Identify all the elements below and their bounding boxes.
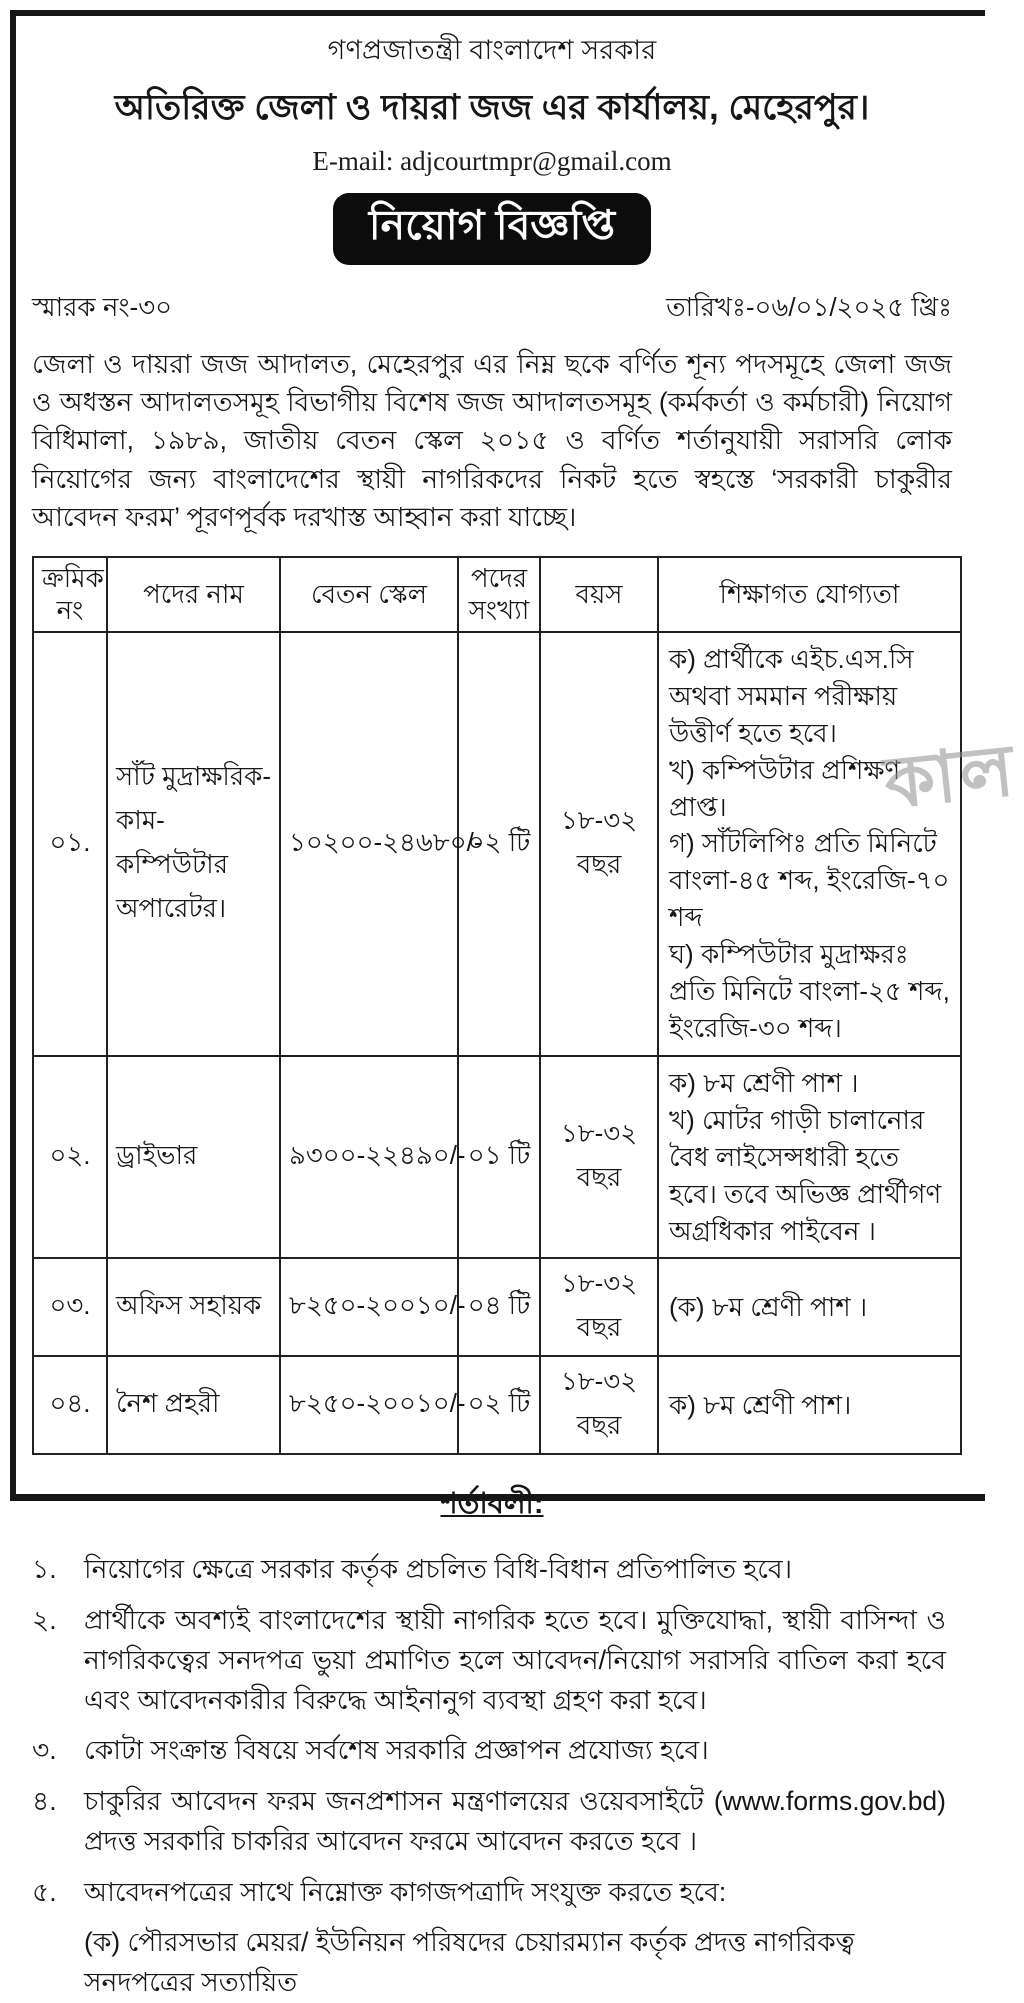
vacancy-table (32, 556, 962, 1456)
cell-serial: ০১. (33, 632, 107, 1056)
cell-qualification (658, 1258, 961, 1356)
newspaper-watermark: কাল (880, 730, 1022, 824)
qualification-line: ঘ) কম্পিউটার মুদ্রাক্ষরঃ প্রতি মিনিটে বাংলা-২৫ শব্দ, ইংরেজি-৩০ শব্দ। (669, 939, 950, 1043)
term-text: প্রার্থীকে অবশ্যই বাংলাদেশের স্থায়ী নাগরিক হতে হবে। মুক্তিযোদ্ধা, স্থায়ী বাসিন্দা ও নাগরিকত্বের সনদপত্র ভুয়া প্রমাণিত হলে আবেদন/নিয়োগ সরাসরি বাতিল করা হবে এবং আবেদনকারীর বিরুদ্ধে আইনানুগ ব্যবস্থা গ্রহণ করা হবে। (84, 1605, 946, 1715)
cell-serial: ০২. (33, 1056, 107, 1259)
government-name: গণপ্রজাতন্ত্রী বাংলাদেশ সরকার (327, 35, 657, 65)
cell-post: ড্রাইভার (107, 1056, 280, 1259)
term-number: ৩. (32, 1735, 57, 1766)
cell-age: ১৮-৩২ বছর (540, 1356, 658, 1454)
cell-qualification (658, 1056, 961, 1259)
term-item (32, 1601, 946, 1720)
cell-age: ১৮-৩২ বছর (540, 632, 658, 1056)
circular-date: তারিখঃ-০৬/০১/২০২৫ খ্রিঃ (666, 292, 952, 323)
cell-serial: ০৩. (33, 1258, 107, 1356)
cell-age: ১৮-৩২ বছর (540, 1258, 658, 1356)
term-number: ৪. (32, 1786, 57, 1817)
qualification-line: খ) মোটর গাড়ী চালানোর বৈধ লাইসেন্সধারী হতে হবে। তবে অভিজ্ঞ প্রার্থীগণ অগ্রধিকার পাইবেন । (669, 1104, 942, 1246)
term-item (32, 1782, 946, 1862)
term-text: চাকুরির আবেদন ফরম জনপ্রশাসন মন্ত্রণালয়ের ওয়েবসাইটে (www.forms.gov.bd) প্রদত্ত সরকারি চাকরির আবেদন ফরমে আবেদন করতে হবে । (84, 1786, 946, 1856)
qualification-line: ক) ৮ম শ্রেণী পাশ। (669, 1389, 852, 1420)
cell-post: অফিস সহায়ক (107, 1258, 280, 1356)
cell-count: ০২ টি (458, 1356, 540, 1454)
term-text: আবেদনপত্রের সাথে নিম্নোক্ত কাগজপত্রাদি সংযুক্ত করতে হবে: (84, 1876, 727, 1907)
memo-number: স্মারক নং-৩০ (32, 292, 172, 323)
term-item (32, 1550, 946, 1590)
cell-post: নৈশ প্রহরী (107, 1356, 280, 1454)
term-sub-item: (ক) পৌরসভার মেয়র/ ইউনিয়ন পরিষদের চেয়ারম্যান কর্তৃক প্রদত্ত নাগরিকত্ব সনদপত্রের সত্যায়িত (84, 1927, 855, 1998)
office-email: E-mail: adjcourtmpr@gmail.com (312, 146, 672, 176)
cell-age: ১৮-৩২ বছর (540, 1056, 658, 1259)
circular-title-badge: নিয়োগ বিজ্ঞপ্তি (333, 193, 651, 265)
term-number: ২. (32, 1605, 57, 1636)
terms-heading: শর্তাবলী: (440, 1488, 544, 1521)
cell-pay: ৯৩০০-২২৪৯০/- (280, 1056, 458, 1259)
table-header-row (33, 557, 961, 632)
terms-list (32, 1550, 952, 2003)
col-header-qualification: শিক্ষাগত যোগ্যতা (658, 557, 961, 632)
document-frame (10, 10, 985, 1998)
table-row (33, 1356, 961, 1454)
cell-pay: ১০২০০-২৪৬৮০/- (280, 632, 458, 1056)
cell-count: ০২ টি (458, 632, 540, 1056)
cell-qualification (658, 1356, 961, 1454)
intro-paragraph: জেলা ও দায়রা জজ আদালত, মেহেরপুর এর নিম্ন ছকে বর্ণিত শূন্য পদসমূহে জেলা জজ ও অধস্তন আদালতসমূহ বিভাগীয় বিশেষ জজ আদালতসমূহ (কর্মকর্তা ও কর্মচারী) নিয়োগ বিধিমালা, ১৯৮৯, জাতীয় বেতন স্কেল ২০১৫ ও বর্ণিত শর্তানুযায়ী সরাসরি লোক নিয়োগের জন্য বাংলাদেশের স্থায়ী নাগরিকদের নিকট হতে স্বহস্তে ‘সরকারী চাকুরীর আবেদন ফরম’ পূরণপূর্বক দরখাস্ত আহ্বান করা যাচ্ছে। (32, 349, 952, 532)
cell-post: সাঁট মুদ্রাক্ষরিক- কাম- কম্পিউটার অপারেটর। (107, 632, 280, 1056)
memo-date-row (32, 287, 952, 331)
qualification-line: গ) সাঁটলিপিঃ প্রতি মিনিটে বাংলা-৪৫ শব্দ, ইংরেজি-৭০ শব্দ (669, 828, 950, 933)
cell-count: ০১ টি (458, 1056, 540, 1259)
cell-pay: ৮২৫০-২০০১০/- (280, 1356, 458, 1454)
qualification-line: (ক) ৮ম শ্রেণী পাশ । (669, 1291, 868, 1322)
cell-qualification (658, 632, 961, 1056)
document-header (32, 30, 952, 265)
term-item (32, 1873, 946, 1913)
term-number: ৫. (32, 1876, 57, 1907)
col-header-count: পদের সংখ্যা (458, 557, 540, 632)
term-text: কোটা সংক্রান্ত বিষয়ে সর্বশেষ সরকারি প্রজ্ঞাপন প্রযোজ্য হবে। (84, 1735, 709, 1766)
term-item (32, 1731, 946, 1771)
col-header-pay-scale: বেতন স্কেল (280, 557, 458, 632)
qualification-line: ক) ৮ম শ্রেণী পাশ । (669, 1067, 859, 1098)
col-header-serial: ক্রমিক নং (33, 557, 107, 632)
table-row (33, 1056, 961, 1259)
cell-serial: ০৪. (33, 1356, 107, 1454)
cell-pay: ৮২৫০-২০০১০/- (280, 1258, 458, 1356)
col-header-age: বয়স (540, 557, 658, 632)
term-number: ১. (32, 1554, 57, 1585)
office-name: অতিরিক্ত জেলা ও দায়রা জজ এর কার্যালয়, মেহেরপুর। (114, 88, 870, 127)
qualification-line: ক) প্রার্থীকে এইচ.এস.সি অথবা সমমান পরীক্ষায় উত্তীর্ণ হতে হবে। (669, 643, 914, 748)
cell-count: ০৪ টি (458, 1258, 540, 1356)
table-row (33, 632, 961, 1056)
term-text: নিয়োগের ক্ষেত্রে সরকার কর্তৃক প্রচলিত বিধি-বিধান প্রতিপালিত হবে। (84, 1554, 793, 1585)
col-header-post: পদের নাম (107, 557, 280, 632)
qualification-line: খ) কম্পিউটার প্রশিক্ষণ প্রাপ্ত। (669, 754, 901, 822)
table-row (33, 1258, 961, 1356)
